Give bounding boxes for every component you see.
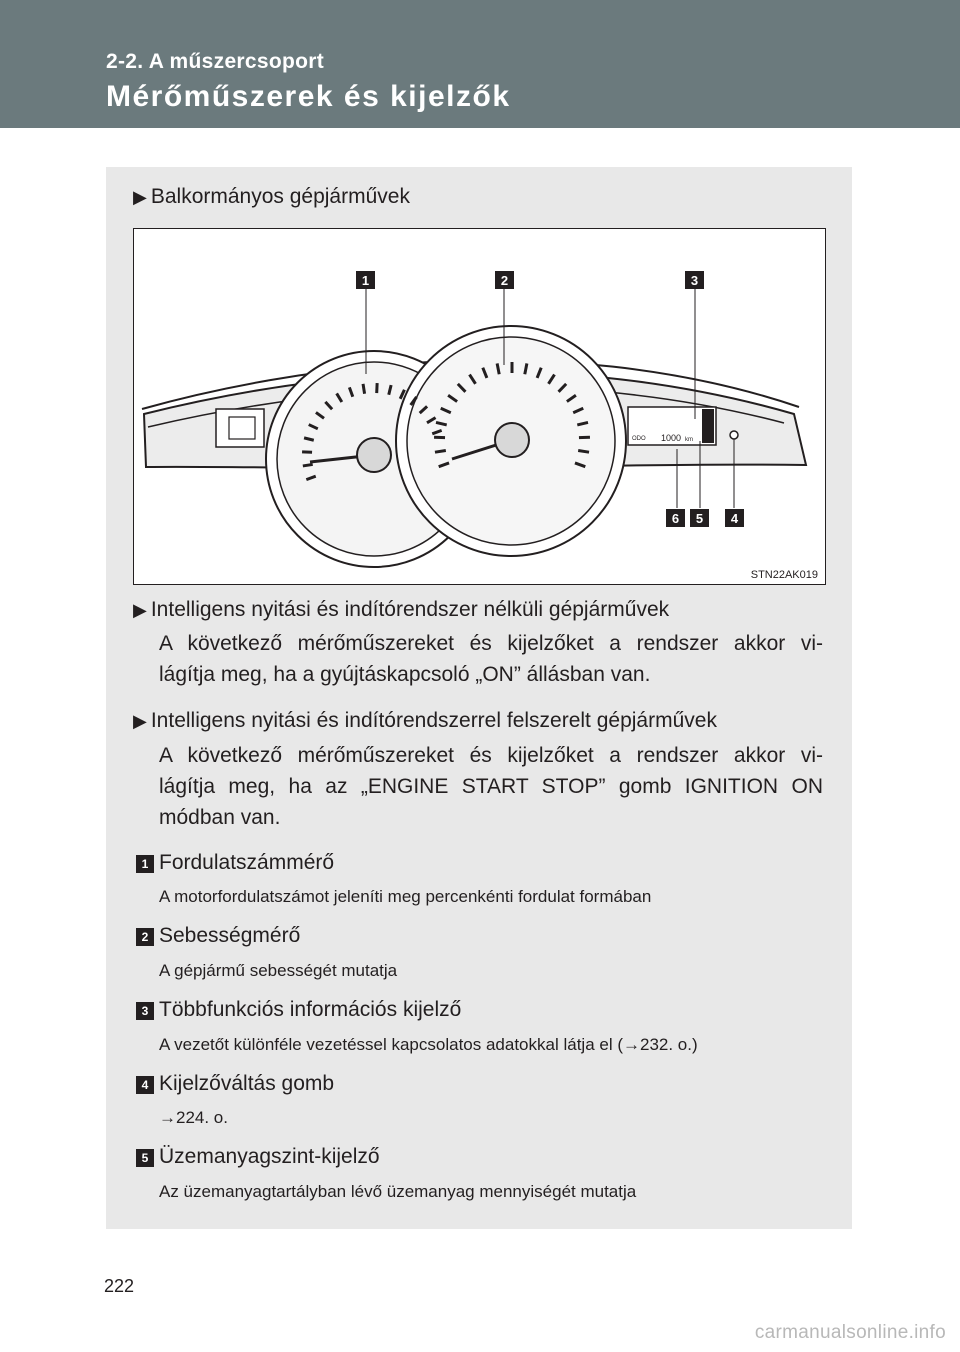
item-title-fuel-gauge: Üzemanyagszint-kijelző [159, 1145, 380, 1168]
item-title-tachometer: Fordulatszámmérő [159, 851, 335, 874]
display-change-button [730, 431, 738, 439]
page-number: 222 [104, 1276, 135, 1296]
callout-2: 2 [500, 273, 509, 288]
item-desc-speedometer: A gépjármű sebességét mutatja [159, 961, 398, 980]
instrument-cluster-illustration [134, 229, 827, 586]
variant-heading-lhd: ▶ Balkormányos gépjárművek [133, 185, 410, 208]
item-number-badge: 3 [136, 1002, 154, 1020]
odo-value: 1000 [661, 433, 682, 443]
item-number-badge: 5 [136, 1149, 154, 1167]
item-number-badge: 4 [136, 1076, 154, 1094]
chapter-header [0, 0, 960, 128]
item-title-speedometer: Sebességmérő [159, 924, 301, 947]
triangle-bullet-icon: ▶ [133, 600, 147, 620]
variant-heading-no-smart-key: ▶ Intelligens nyitási és indítórendszer nélküli gépjárművek [133, 598, 670, 621]
variant-text-no-smart-key: A következő mérőműszereket és kijelzőket a rendszer akkor vi- lágítja meg, ha a gyújtáskapcsoló „ON” állásban van. [159, 632, 823, 686]
item-desc-multi-info-display: A vezetőt különféle vezetéssel kapcsolatos adatokkal látja el (→232. o.) [159, 1035, 698, 1054]
variant-text-smart-key: A következő mérőműszereket és kijelzőket a rendszer akkor vi- lágítja meg, ha az „ENGINE START STOP” gomb IGNITION ON módban van. [159, 744, 823, 829]
odo-label: ODO [632, 436, 646, 442]
figure-code: STN22AK019 [750, 569, 818, 581]
section-label: 2-2. A műszercsoport [106, 50, 324, 73]
item-number-badge: 2 [136, 928, 154, 946]
item-number-badge: 1 [136, 855, 154, 873]
triangle-bullet-icon: ▶ [133, 711, 147, 731]
item-desc-display-change-button: →224. o. [159, 1108, 228, 1127]
item-desc-fuel-gauge: Az üzemanyagtartályban lévő üzemanyag mennyiségét mutatja [159, 1182, 637, 1201]
variant-heading-smart-key: ▶ Intelligens nyitási és indítórendszerrel felszerelt gépjárművek [133, 709, 717, 732]
item-title-display-change-button: Kijelzőváltás gomb [159, 1072, 335, 1095]
item-title-multi-info-display: Többfunkciós információs kijelző [159, 998, 462, 1021]
page-title: Mérőműszerek és kijelzők [106, 80, 511, 113]
callout-3: 3 [690, 273, 699, 288]
odo-unit: km [685, 437, 693, 443]
callout-1: 1 [361, 273, 370, 288]
watermark: carmanualsonline.info [754, 1322, 946, 1343]
item-desc-tachometer: A motorfordulatszámot jeleníti meg percenkénti fordulat formában [159, 887, 652, 906]
callout-6: 6 [671, 511, 680, 526]
callout-5: 5 [695, 511, 704, 526]
instrument-cluster-figure [133, 228, 826, 585]
triangle-bullet-icon: ▶ [133, 187, 147, 207]
callout-4: 4 [730, 511, 739, 526]
